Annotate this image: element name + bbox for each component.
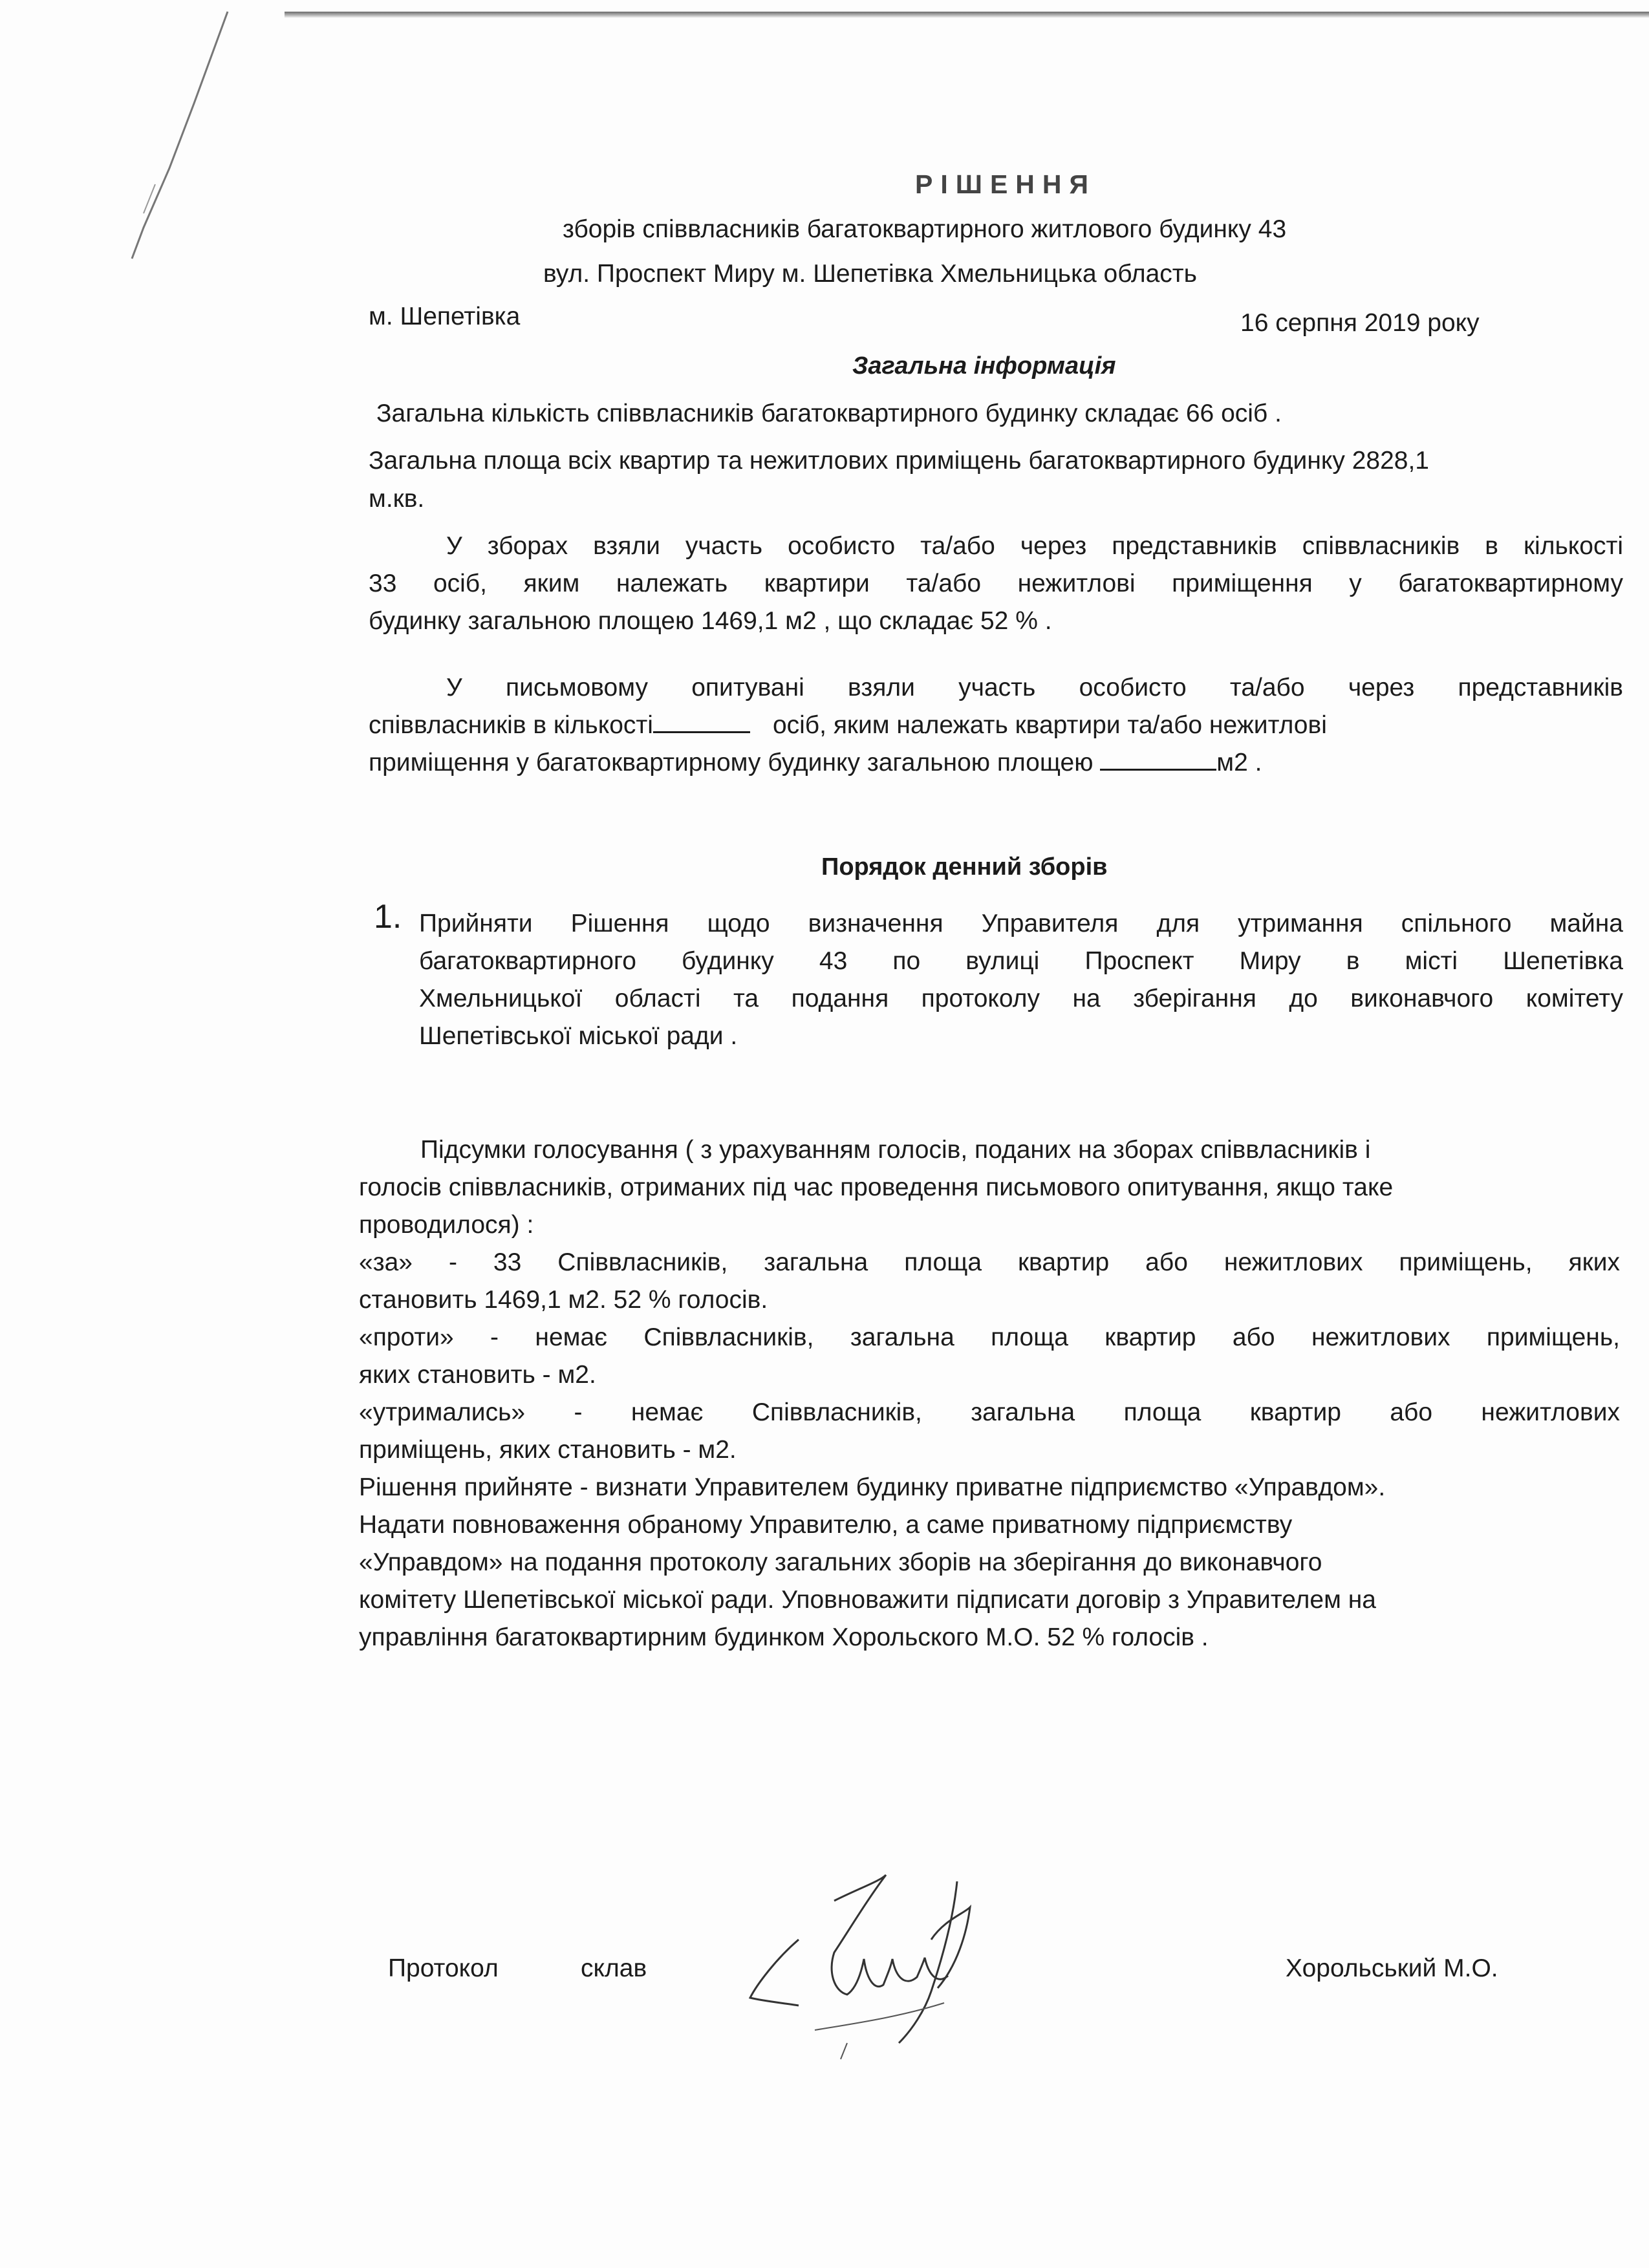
total-area-line-1: Загальна площа всіх квартир та нежитлових приміщень багатоквартирного будинку 2828,1 bbox=[369, 447, 1429, 475]
agenda-item-line: Шепетівської міської ради . bbox=[419, 1022, 738, 1050]
decision-line: Рішення прийняте - визнати Управителем будинку приватне підприємство «Управдом». bbox=[359, 1473, 1386, 1501]
general-info-heading: Загальна інформація bbox=[852, 352, 1116, 380]
survey-owners-label: співвласників в кількості bbox=[369, 711, 653, 739]
title-line-2: вул. Проспект Миру м. Шепетівка Хмельницька область bbox=[543, 260, 1197, 288]
agenda-item-1 bbox=[419, 905, 1623, 1055]
paragraph-line: будинку загальною площею 1469,1 м2 , що складає 52 % . bbox=[369, 607, 1052, 635]
vote-for-line: становить 1469,1 м2. 52 % голосів. bbox=[359, 1286, 768, 1314]
scan-artifact-streak bbox=[0, 0, 259, 388]
decision-line: комітету Шепетівської міської ради. Уповноважити підписати договір з Управителем на bbox=[359, 1586, 1376, 1614]
vote-abstain-line: приміщень, яких становить - м2. bbox=[359, 1436, 737, 1464]
survey-persons-text: осіб, яким належать квартири та/або нежитлові bbox=[772, 711, 1327, 739]
paragraph-line: 33 осіб, яким належать квартири та/або нежитлові приміщення у багатоквартирному bbox=[369, 570, 1623, 597]
voting-results bbox=[359, 1131, 1620, 1656]
total-area-line-2: м.кв. bbox=[369, 485, 425, 513]
vote-abstain-line: «утримались» - немає Співвласників, загальна площа квартир або нежитлових bbox=[359, 1398, 1620, 1426]
signature-label-compiled: склав bbox=[581, 1954, 647, 1982]
agenda-heading: Порядок денний зборів bbox=[821, 853, 1108, 881]
vote-for-line: «за» - 33 Співвласників, загальна площа квартир або нежитлових приміщень, яких bbox=[359, 1248, 1620, 1276]
paragraph-line: У письмовому опитувані взяли участь особисто та/або через представників bbox=[446, 674, 1623, 701]
handwritten-signature bbox=[737, 1862, 1035, 2069]
agenda-item-line: Прийняти Рішення щодо визначення Управителя для утримання спільного майна bbox=[419, 910, 1623, 937]
agenda-item-line: Хмельницької області та подання протоколу на зберігання до виконавчого комітету bbox=[419, 985, 1623, 1012]
survey-area-label: приміщення у багатоквартирному будинку загальною площею bbox=[369, 749, 1094, 776]
agenda-item-number: 1. bbox=[374, 898, 402, 936]
city-label: м. Шепетівка bbox=[369, 303, 521, 330]
paragraph-line bbox=[369, 707, 1623, 744]
survey-area-unit: м2 . bbox=[1216, 749, 1262, 776]
title-line-1: зборів співвласників багатоквартирного житлового будинку 43 bbox=[563, 215, 1287, 243]
results-line: Підсумки голосування ( з урахуванням голосів, поданих на зборах співвласників і bbox=[420, 1136, 1371, 1164]
document-date: 16 серпня 2019 року bbox=[1240, 309, 1480, 337]
paragraph-line bbox=[369, 744, 1623, 782]
paragraph-line: У зборах взяли участь особисто та/або через представників співвласників в кількості bbox=[446, 532, 1623, 560]
vote-against-line: «проти» - немає Співвласників, загальна площа квартир або нежитлових приміщень, bbox=[359, 1323, 1620, 1351]
vote-against-line: яких становить - м2. bbox=[359, 1361, 596, 1389]
document-title: РІШЕННЯ bbox=[915, 169, 1096, 199]
survey-owners-blank bbox=[653, 709, 750, 733]
survey-participation-paragraph bbox=[369, 669, 1623, 782]
decision-line: Надати повноваження обраному Управителю, а саме приватному підприємству bbox=[359, 1511, 1293, 1539]
owners-count-line: Загальна кількість співвласників багатоквартирного будинку складає 66 осіб . bbox=[376, 400, 1282, 427]
results-line: проводилося) : bbox=[359, 1211, 534, 1239]
results-line: голосів співвласників, отриманих під час проведення письмового опитування, якщо таке bbox=[359, 1173, 1394, 1201]
decision-line: «Управдом» на подання протоколу загальних зборів на зберігання до виконавчого bbox=[359, 1548, 1322, 1576]
signature-label-protocol: Протокол bbox=[388, 1954, 499, 1982]
scan-edge-line bbox=[285, 12, 1649, 18]
agenda-item-line: багатоквартирного будинку 43 по вулиці Проспект Миру в місті Шепетівка bbox=[419, 947, 1623, 975]
meeting-participation-paragraph bbox=[369, 528, 1623, 640]
survey-area-blank bbox=[1100, 747, 1216, 771]
decision-line: управління багатоквартирним будинком Хорольского М.О. 52 % голосів . bbox=[359, 1623, 1209, 1651]
signatory-name: Хорольський М.О. bbox=[1286, 1954, 1498, 1982]
